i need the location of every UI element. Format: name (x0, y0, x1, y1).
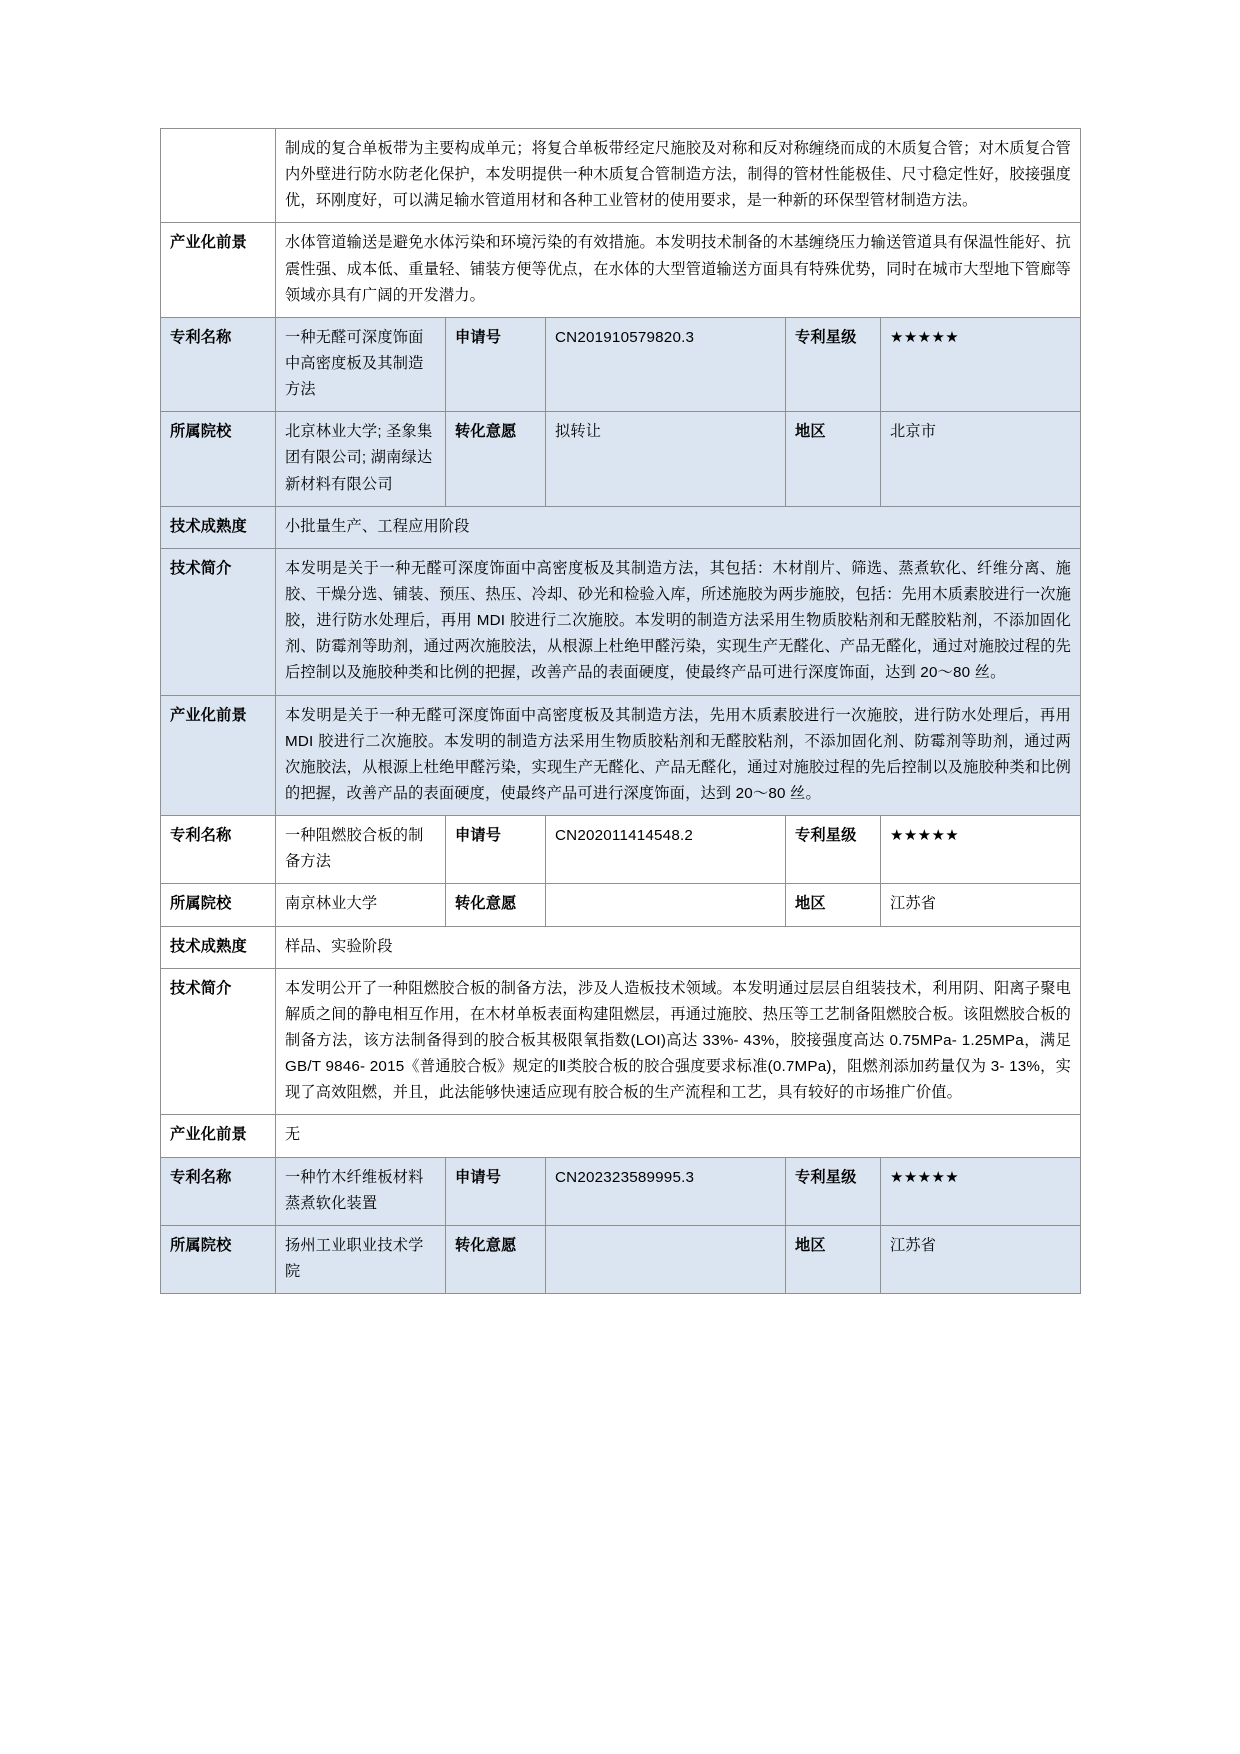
value-region: 北京市 (881, 412, 1081, 506)
value-patent-name: 一种阻燃胶合板的制备方法 (276, 816, 446, 884)
value-institution: 南京林业大学 (276, 884, 446, 926)
label-maturity: 技术成熟度 (161, 506, 276, 548)
label-transfer-intent: 转化意愿 (446, 884, 546, 926)
value-industrial-prospect: 无 (276, 1115, 1081, 1157)
label-application-no: 申请号 (446, 1157, 546, 1225)
label-application-no: 申请号 (446, 816, 546, 884)
label-industrial-prospect: 产业化前景 (161, 1115, 276, 1157)
value-institution: 北京林业大学; 圣象集团有限公司; 湖南绿达新材料有限公司 (276, 412, 446, 506)
label-patent-name: 专利名称 (161, 317, 276, 411)
table-row (161, 968, 1081, 1115)
value-application-no: CN201910579820.3 (546, 317, 786, 411)
industrial-prospect-text: 水体管道输送是避免水体污染和环境污染的有效措施。本发明技术制备的木基缠绕压力输送管道具有保温性能好、抗震性强、成本低、重量轻、铺装方便等优点，在水体的大型管道输送方面具有特殊优势，同时在城市大型地下管廊等领域亦具有广阔的开发潜力。 (276, 223, 1081, 317)
value-region: 江苏省 (881, 1225, 1081, 1293)
value-region: 江苏省 (881, 884, 1081, 926)
label-patent-star: 专利星级 (786, 1157, 881, 1225)
value-tech-intro: 本发明是关于一种无醛可深度饰面中高密度板及其制造方法，其包括：木材削片、筛选、蒸煮软化、纤维分离、施胶、干燥分选、铺装、预压、热压、冷却、砂光和检验入库，所述施胶为两步施胶，包括：先用木质素胶进行一次施胶，进行防水处理后，再用 MDI 胶进行二次施胶。本发明的制造方法采用生物质胶粘剂和无醛胶粘剂，不添加固化剂、防霉剂等助剂，通过两次施胶法，从根源上杜绝甲醛污染，实现生产无醛化、产品无醛化，通过对施胶过程的先后控制以及施胶种类和比例的把握，改善产品的表面硬度，使最终产品可进行深度饰面，达到 20～80 丝。 (276, 548, 1081, 695)
table-row (161, 412, 1081, 506)
label-patent-star: 专利星级 (786, 317, 881, 411)
value-industrial-prospect: 本发明是关于一种无醛可深度饰面中高密度板及其制造方法，先用木质素胶进行一次施胶，进行防水处理后，再用 MDI 胶进行二次施胶。本发明的制造方法采用生物质胶粘剂和无醛胶粘剂，不添加固化剂、防霉剂等助剂，通过两次施胶法，从根源上杜绝甲醛污染，实现生产无醛化、产品无醛化，通过对施胶过程的先后控制以及施胶种类和比例的把握，改善产品的表面硬度，使最终产品可进行深度饰面，达到 20～80 丝。 (276, 695, 1081, 816)
table-row (161, 1115, 1081, 1157)
table-row (161, 223, 1081, 317)
label-transfer-intent: 转化意愿 (446, 1225, 546, 1293)
table-row (161, 129, 1081, 223)
value-tech-intro: 本发明公开了一种阻燃胶合板的制备方法，涉及人造板技术领域。本发明通过层层自组装技术，利用阴、阳离子聚电解质之间的静电相互作用，在木材单板表面构建阻燃层，再通过施胶、热压等工艺制备阻燃胶合板。该阻燃胶合板的制备方法，该方法制备得到的胶合板其极限氧指数(LOI)高达 33%- 43%，胶接强度高达 0.75MPa- 1.25MPa，满足 GB/T 9846- 2015《普通胶合板》规定的Ⅱ类胶合板的胶合强度要求标准(0.7MPa)，阻燃剂添加药量仅为 3- 13%，实现了高效阻燃，并且，此法能够快速适应现有胶合板的生产流程和工艺，具有较好的市场推广价值。 (276, 968, 1081, 1115)
table-row (161, 695, 1081, 816)
label-region: 地区 (786, 1225, 881, 1293)
table-row (161, 548, 1081, 695)
table-row (161, 506, 1081, 548)
table-row (161, 884, 1081, 926)
value-maturity: 小批量生产、工程应用阶段 (276, 506, 1081, 548)
value-patent-star: ★★★★★ (881, 317, 1081, 411)
label-institution: 所属院校 (161, 884, 276, 926)
label-patent-star: 专利星级 (786, 816, 881, 884)
table-row (161, 926, 1081, 968)
patent-table (160, 128, 1081, 1294)
value-application-no: CN202011414548.2 (546, 816, 786, 884)
label-region: 地区 (786, 884, 881, 926)
value-institution: 扬州工业职业技术学院 (276, 1225, 446, 1293)
value-maturity: 样品、实验阶段 (276, 926, 1081, 968)
label-application-no: 申请号 (446, 317, 546, 411)
label-maturity: 技术成熟度 (161, 926, 276, 968)
value-transfer-intent: 拟转让 (546, 412, 786, 506)
label-patent-name: 专利名称 (161, 1157, 276, 1225)
value-transfer-intent (546, 1225, 786, 1293)
continued-text: 制成的复合单板带为主要构成单元；将复合单板带经定尺施胶及对称和反对称缠绕而成的木质复合管；对木质复合管内外壁进行防水防老化保护，本发明提供一种木质复合管制造方法，制得的管材性能极佳、尺寸稳定性好，胶接强度优，环刚度好，可以满足输水管道用材和各种工业管材的使用要求，是一种新的环保型管材制造方法。 (276, 129, 1081, 223)
label-industrial-prospect: 产业化前景 (161, 223, 276, 317)
value-patent-star: ★★★★★ (881, 816, 1081, 884)
label-tech-intro: 技术简介 (161, 968, 276, 1115)
value-patent-name: 一种竹木纤维板材料蒸煮软化装置 (276, 1157, 446, 1225)
label-industrial-prospect: 产业化前景 (161, 695, 276, 816)
value-application-no: CN202323589995.3 (546, 1157, 786, 1225)
empty-label-cell (161, 129, 276, 223)
label-tech-intro: 技术简介 (161, 548, 276, 695)
label-institution: 所属院校 (161, 1225, 276, 1293)
value-patent-name: 一种无醛可深度饰面中高密度板及其制造方法 (276, 317, 446, 411)
label-transfer-intent: 转化意愿 (446, 412, 546, 506)
value-transfer-intent (546, 884, 786, 926)
value-patent-star: ★★★★★ (881, 1157, 1081, 1225)
table-row (161, 1157, 1081, 1225)
label-patent-name: 专利名称 (161, 816, 276, 884)
table-row (161, 816, 1081, 884)
label-institution: 所属院校 (161, 412, 276, 506)
table-row (161, 317, 1081, 411)
table-row (161, 1225, 1081, 1293)
label-region: 地区 (786, 412, 881, 506)
